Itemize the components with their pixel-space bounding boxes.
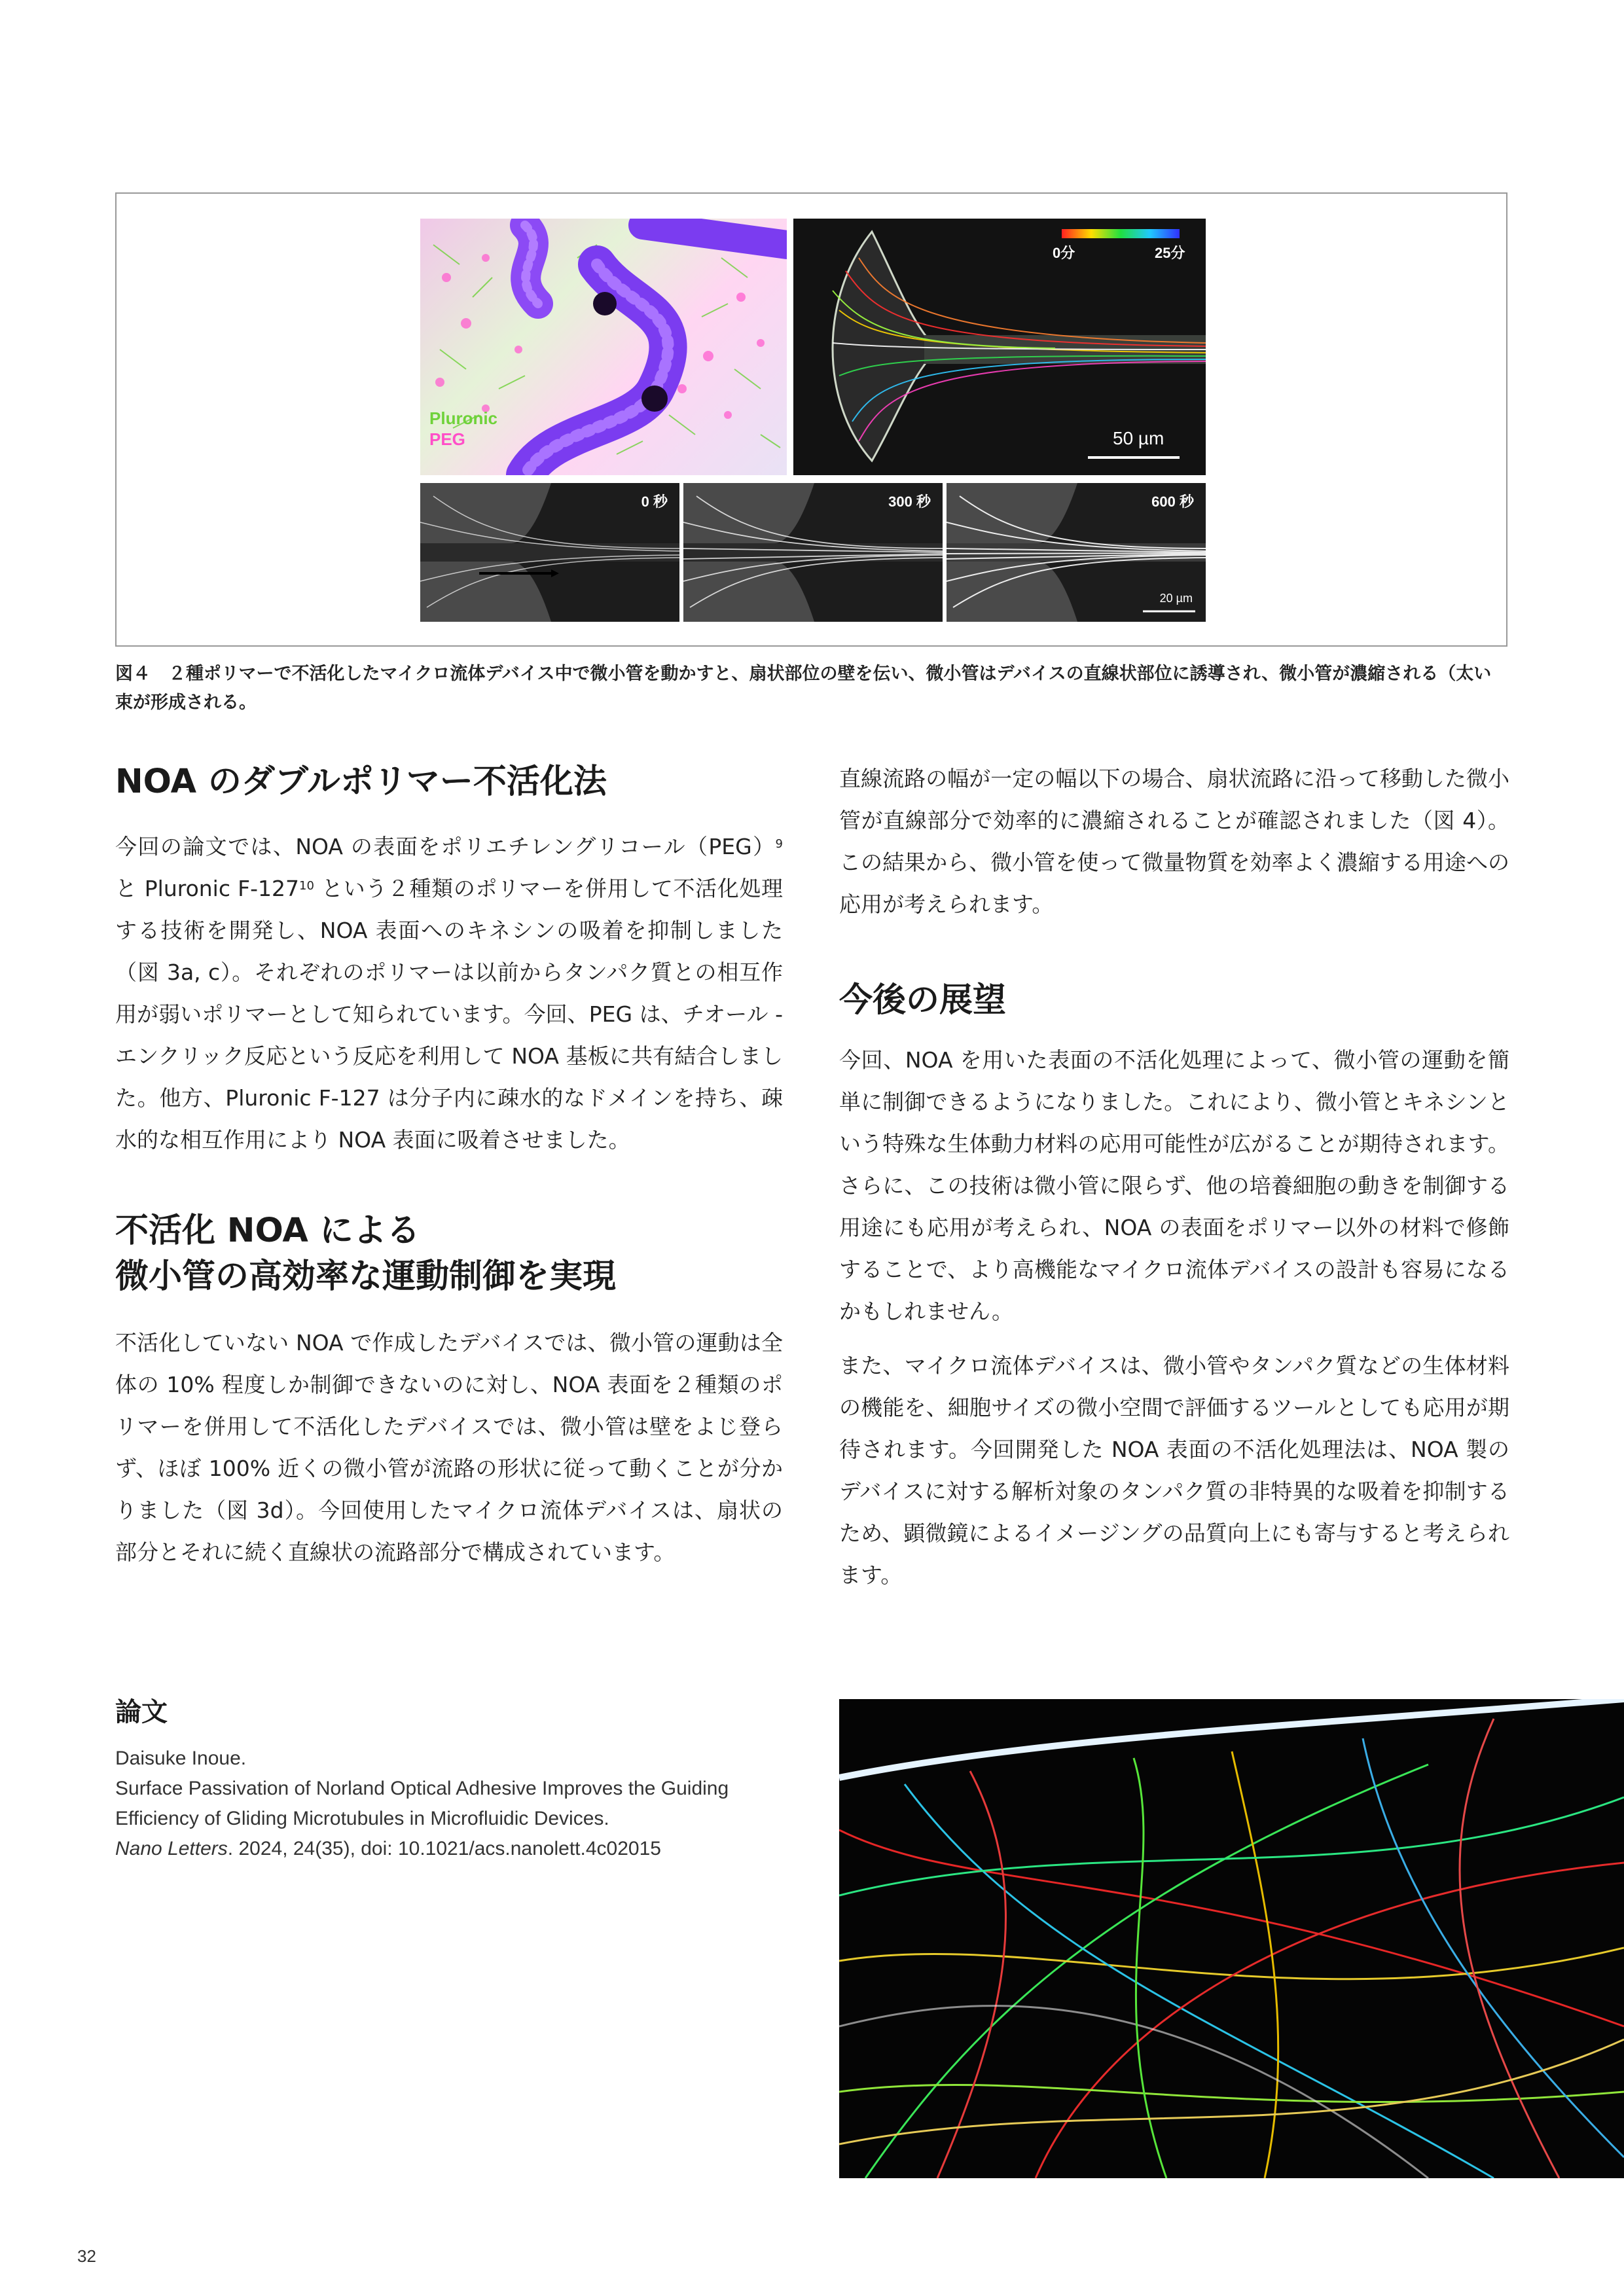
reference-title-line: Surface Passivation of Norland Optical Adhesive Improves the Guiding [115, 1778, 729, 1799]
reference-citation [115, 1834, 809, 1864]
reference-journal: Nano Letters [115, 1838, 228, 1859]
figure-panel-fan-channel [793, 219, 1206, 475]
time-label-0: 0 秒 [641, 493, 668, 510]
figure-panel-timelapse-0 [420, 483, 679, 622]
scale-bar-label-small: 20 µm [1159, 592, 1193, 605]
scale-bar-label: 50 µm [1113, 428, 1164, 448]
paragraph-part: 今回の論文では、NOA の表面をポリエチレングリコール（PEG） [115, 834, 776, 859]
heading-line: 不活化 NOA による [115, 1211, 420, 1250]
reference-title-line: Efficiency of Gliding Microtubules in Microfluidic Devices. [115, 1808, 609, 1829]
figure-panel-timelapse-600 [947, 483, 1206, 622]
reference-entry [115, 1744, 809, 1864]
reference-author: Daisuke Inoue. [115, 1748, 247, 1769]
paragraph-motion-control: 不活化していない NOA で作成したデバイスでは、微小管の運動は全体の 10% 程度しか制御できないのに対し、NOA 表面を２種類のポリマーを併用して不活化したデバイスでは、微小管は壁をよじ登らず、ほぼ 100% 近くの微小管が流路の形状に従って動くことが分かりました（図 3d）。今回使用したマイクロ流体デバイスは、扇状の部分とそれに続く直線状の流路部分で構成されています。 [115, 1330, 783, 1565]
pluronic-label: Pluronic [429, 408, 498, 428]
footnote-ref-9: 9 [775, 837, 783, 851]
microtubule-fluorescence-photo [839, 1699, 1624, 2178]
microtubule-rendering-art [420, 219, 787, 475]
footnote-ref-10: 10 [299, 879, 314, 893]
paragraph-part: と Pluronic F-127 [115, 876, 299, 901]
section-heading-double-polymer: NOA のダブルポリマー不活化法 [115, 762, 607, 801]
figure-caption: 図４ ２種ポリマーで不活化したマイクロ流体デバイス中で微小管を動かすと、扇状部位の壁を伝い、微小管はデバイスの直線状部位に誘導され、微小管が濃縮される（太い束が形成される。 [115, 664, 1492, 713]
section-heading-motion-control [115, 1208, 803, 1300]
heading-line: 微小管の高効率な運動制御を実現 [115, 1257, 617, 1296]
timelapse-0-art [420, 483, 679, 622]
peg-label: PEG [429, 429, 465, 449]
reference-heading: 論文 [115, 1697, 168, 1727]
figure-panel-microtubule-rendering [420, 219, 787, 475]
reference-citation-details: . 2024, 24(35), doi: 10.1021/acs.nanolett.4c02015 [227, 1838, 661, 1859]
page-number: 32 [77, 2246, 96, 2266]
paragraph-continuation: 直線流路の幅が一定の幅以下の場合、扇状流路に沿って移動した微小管が直線部分で効率的に濃縮されることが確認されました（図 4）。この結果から、微小管を使って微量物質を効率よく濃縮する用途への応用が考えられます。 [839, 766, 1509, 917]
time-label-600: 600 秒 [1151, 493, 1194, 510]
paragraph-part: という２種類のポリマーを併用して不活化処理する技術を開発し、NOA 表面へのキネシンの吸着を抑制しました（図 3a, c）。それぞれのポリマーは以前からタンパク質との相互作用が弱いポリマーとして知られています。今回、PEG は、チオール - エンクリック反応という反応を利用して NOA 基板に共有結合しました。他方、Pluronic F-127 は分子内に疎水的なドメインを持ち、疎水的な相互作用により NOA 表面に吸着させました。 [115, 876, 783, 1153]
paragraph-double-polymer [115, 826, 783, 1161]
paragraph-outlook-2: また、マイクロ流体デバイスは、微小管やタンパク質などの生体材料の機能を、細胞サイズの微小空間で評価するツールとしても応用が期待されます。今回開発した NOA 表面の不活化処理法は、NOA 製のデバイスに対する解析対象のタンパク質の非特異的な吸着を抑制するため、顕微鏡によるイメージングの品質向上にも寄与すると考えられます。 [839, 1353, 1509, 1588]
time-label-300: 300 秒 [888, 493, 931, 510]
figure-panel-timelapse-300 [683, 483, 943, 622]
time-start-label: 0分 [1053, 245, 1075, 261]
microtubule-fluorescence-art [839, 1699, 1624, 2178]
section-heading-outlook: 今後の展望 [839, 981, 1007, 1020]
paragraph-outlook-1: 今回、NOA を用いた表面の不活化処理によって、微小管の運動を簡単に制御できるようになりました。これにより、微小管とキネシンという特殊な生体動力材料の応用可能性が広がることが期待されます。さらに、この技術は微小管に限らず、他の培養細胞の動きを制御する用途にも応用が考えられ、NOA の表面をポリマー以外の材料で修飾することで、より高機能なマイクロ流体デバイスの設計も容易になるかもしれません。 [839, 1047, 1509, 1324]
time-end-label: 25分 [1155, 245, 1185, 261]
